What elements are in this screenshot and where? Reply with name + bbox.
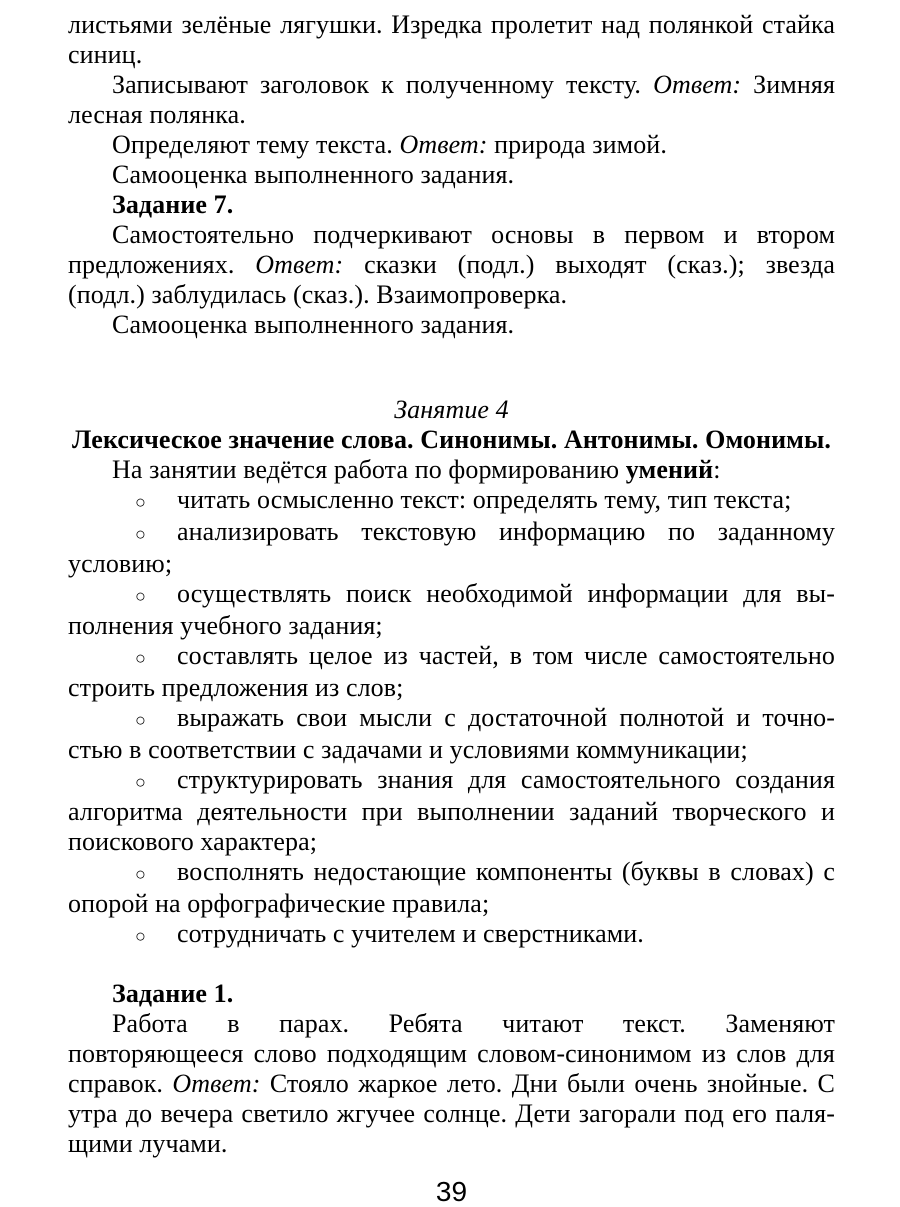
text-line [68,703,835,735]
text-line [68,517,835,549]
bullet-circle-icon: ○ [135,524,146,544]
text-line [68,280,835,310]
text-run: структурировать знания для самостоятельного создания [177,765,835,794]
text-line [68,827,835,857]
text-line [68,40,835,70]
text-run: строить предложения из слов; [68,673,404,702]
text-run: стью в соответствии с задачами и условиями коммуникации; [68,735,748,764]
text-line [68,979,835,1009]
text-run: Стояло жаркое лето. Дни были очень знойные. С [260,1069,836,1098]
bullet-circle-icon: ○ [135,648,146,668]
text-run: Задание 1. [112,979,234,1008]
bullet-circle-icon: ○ [135,926,146,946]
page-number: 39 [435,1176,468,1207]
page-body [68,10,835,1159]
text-run: повторяющееся слово подходящим словом-синонимом из слов для [68,1039,835,1068]
text-run: Ответ: [399,130,488,159]
text-run: условию; [68,549,173,578]
text-line [68,1069,835,1099]
text-line [68,549,835,579]
text-run: Самооценка выполненного задания. [112,160,515,189]
text-line [68,735,835,765]
text-run: Лексическое значение слова. Синонимы. Антонимы. Омонимы. [72,425,831,454]
text-line [68,190,835,220]
text-run: утра до вечера светило жгучее солнце. Дети загорали под его паля- [68,1099,835,1128]
text-run: полнения учебного задания; [68,611,383,640]
text-run: Ответ: [255,250,344,279]
text-run: лесная полянка. [68,100,246,129]
text-line [68,1129,835,1159]
text-run: листьями зелёные лягушки. Изредка пролетит над полянкой стайка [68,10,835,39]
text-run: На занятии ведётся работа по формированию [112,455,626,484]
bullet-circle-icon: ○ [135,586,146,606]
text-line [68,765,835,797]
text-line [68,220,835,250]
text-line [68,100,835,130]
text-run: Самооценка выполненного задания. [112,310,515,339]
text-run: поискового характера; [68,827,318,856]
text-line [68,611,835,641]
text-line [68,797,835,827]
text-run: Определяют тему текста. [112,130,400,159]
text-run: Занятие 4 [394,395,509,424]
text-run: сотрудничать с учителем и сверстниками. [177,919,644,948]
text-run: Зимняя [741,70,835,99]
text-line [68,310,835,340]
text-line [68,641,835,673]
text-run: сказки (подл.) выходят (сказ.); звезда [343,250,835,279]
text-run: Самостоятельно подчеркивают основы в первом и втором [112,220,835,249]
text-run: (подл.) заблудилась (сказ.). Взаимопроверка. [68,280,568,309]
text-run: Записывают заголовок к полученному тексту. [112,70,654,99]
text-run: составлять целое из частей, в том числе самостоятельно [177,641,835,670]
text-run: справок. [68,1069,173,1098]
text-line [68,455,835,485]
text-line [68,1009,835,1039]
text-line [68,130,835,160]
bullet-circle-icon: ○ [135,864,146,884]
text-line [68,485,835,517]
text-run: читать осмысленно текст: определять тему, тип текста; [177,485,792,514]
text-line [68,160,835,190]
text-line [68,919,835,951]
text-line [68,1099,835,1129]
text-run: синиц. [68,40,143,69]
text-line [68,889,835,919]
text-run: щими лучами. [68,1129,228,1158]
bullet-circle-icon: ○ [135,772,146,792]
text-run: выражать свои мысли с достаточной полнотой и точно- [177,703,835,732]
text-line [68,250,835,280]
text-line [68,857,835,889]
text-run: алгоритма деятельности при выполнении заданий творческого и [68,797,835,826]
text-line [68,1039,835,1069]
text-run: Работа в парах. Ребята читают текст. Заменяют [112,1009,835,1038]
text-run: Задание 7. [112,190,234,219]
text-line [68,673,835,703]
bullet-circle-icon: ○ [135,710,146,730]
text-line [68,395,835,425]
text-line [68,425,835,455]
text-run: опорой на орфографические правила; [68,889,490,918]
text-run: Ответ: [653,70,742,99]
text-line [68,10,835,40]
text-run: осуществлять поиск необходимой информации для вы- [177,579,835,608]
text-run: предложениях. [68,250,256,279]
text-run: природа зимой. [487,130,667,159]
text-line [68,579,835,611]
bullet-circle-icon: ○ [135,492,146,512]
text-run: Ответ: [172,1069,261,1098]
text-run: умений [625,455,714,484]
text-run: : [713,455,721,484]
text-run: анализировать текстовую информацию по заданному [177,517,835,546]
text-run: восполнять недостающие компоненты (буквы в словах) с [177,857,835,886]
text-line [68,70,835,100]
